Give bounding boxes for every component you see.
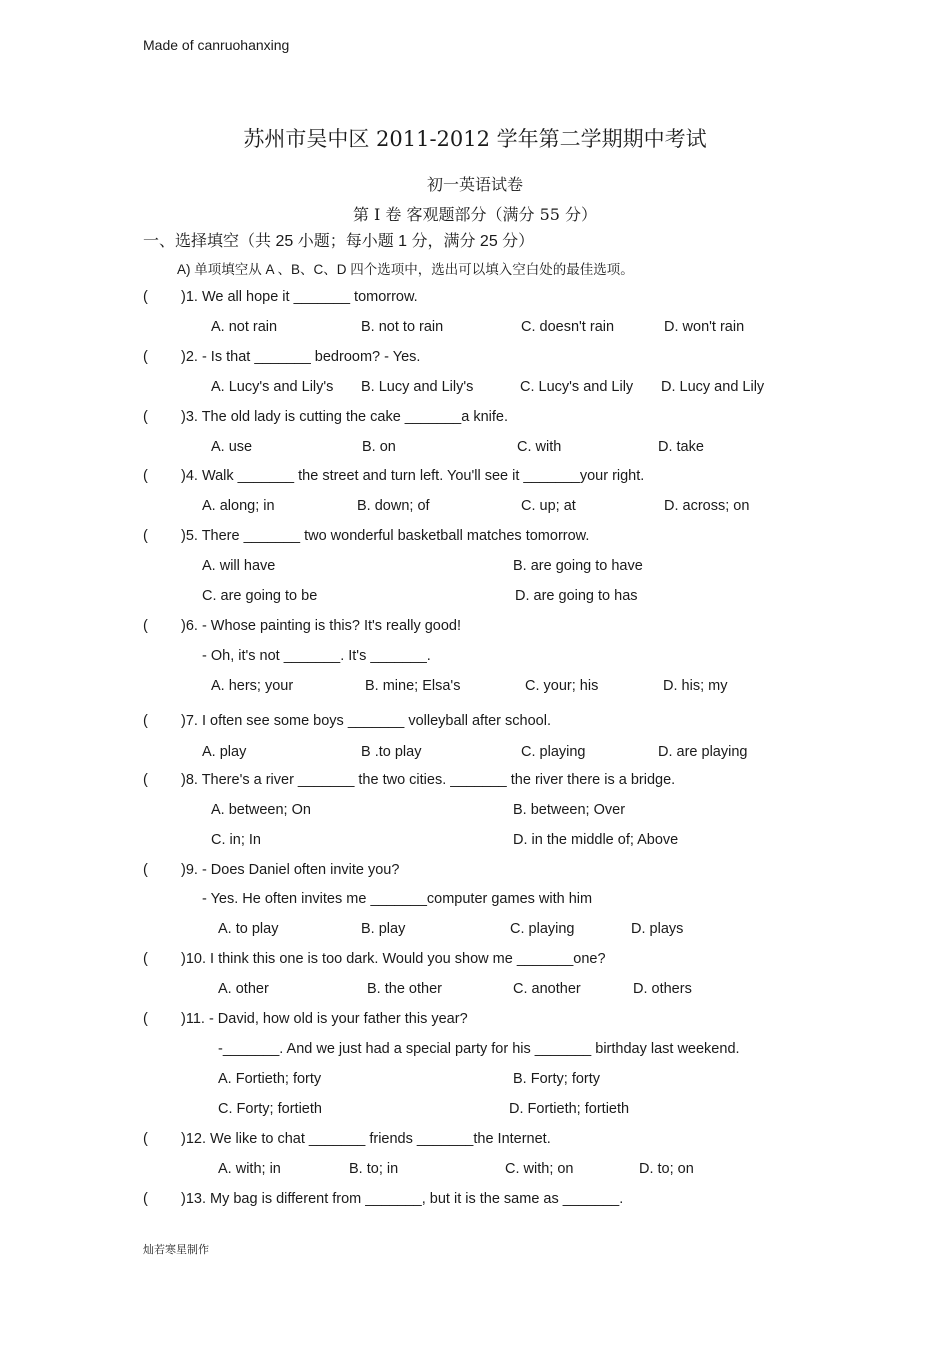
question-stem: )3. The old lady is cutting the cake _______a knife. bbox=[181, 409, 509, 425]
option-b: B. to; in bbox=[349, 1161, 399, 1177]
option-d: D. across; on bbox=[664, 498, 750, 514]
option-b: B .to play bbox=[361, 744, 422, 760]
option-b: B. are going to have bbox=[513, 558, 643, 574]
answer-paren: ( bbox=[143, 862, 148, 878]
option-b: B. the other bbox=[367, 981, 442, 997]
option-b: B. not to rain bbox=[361, 319, 444, 335]
exam-subtitle: 初一英语试卷 bbox=[426, 175, 523, 194]
answer-paren: ( bbox=[143, 772, 148, 788]
header-made-of: Made of canruohanxing bbox=[143, 37, 290, 53]
option-c: C. in; In bbox=[211, 832, 261, 848]
option-c: C. with bbox=[517, 439, 562, 455]
option-b: B. between; Over bbox=[513, 802, 626, 818]
instruction: A) 单项填空从 A 、B、C、D 四个选项中，选出可以填入空白处的最佳选项。 bbox=[177, 262, 634, 277]
answer-paren: ( bbox=[143, 951, 148, 967]
option-a: A. other bbox=[218, 981, 269, 997]
footer-credit: 灿若寒星制作 bbox=[143, 1243, 209, 1256]
question-stem: )9. - Does Daniel often invite you? bbox=[181, 862, 400, 878]
question-stem: )12. We like to chat _______ friends _______the Internet. bbox=[181, 1131, 551, 1147]
option-a: A. play bbox=[202, 744, 247, 760]
answer-paren: ( bbox=[143, 618, 148, 634]
option-b: B. mine; Elsa's bbox=[365, 678, 461, 694]
option-d: D. to; on bbox=[639, 1161, 694, 1177]
option-d: D. are playing bbox=[658, 744, 748, 760]
question-stem: )13. My bag is different from _______, but it is the same as _______. bbox=[181, 1191, 624, 1207]
question-stem: )5. There _______ two wonderful basketball matches tomorrow. bbox=[181, 528, 590, 544]
option-c: C. another bbox=[513, 981, 581, 997]
option-b: B. play bbox=[361, 921, 406, 937]
option-d: D. are going to has bbox=[515, 588, 638, 604]
question-stem: )7. I often see some boys _______ volleyball after school. bbox=[181, 713, 551, 729]
option-b: B. Lucy and Lily's bbox=[361, 379, 474, 395]
answer-paren: ( bbox=[143, 1011, 148, 1027]
option-c: C. Lucy's and Lily bbox=[520, 379, 634, 395]
option-d: D. plays bbox=[631, 921, 684, 937]
option-d: D. won't rain bbox=[664, 319, 745, 335]
question-stem: )11. - David, how old is your father this year? bbox=[181, 1011, 468, 1027]
option-b: B. on bbox=[362, 439, 396, 455]
option-a: A. will have bbox=[202, 558, 276, 574]
question-stem-continued: - Yes. He often invites me _______computer games with him bbox=[202, 891, 593, 907]
answer-paren: ( bbox=[143, 528, 148, 544]
option-c: C. playing bbox=[521, 744, 586, 760]
answer-paren: ( bbox=[143, 409, 148, 425]
option-a: A. Lucy's and Lily's bbox=[211, 379, 334, 395]
exam-title: 苏州市吴中区 2011-2012 学年第二学期期中考试 bbox=[243, 127, 707, 151]
question-stem-continued: -_______. And we just had a special party for his _______ birthday last weekend. bbox=[218, 1041, 740, 1057]
option-a: A. hers; your bbox=[211, 678, 294, 694]
part-title: 第 I 卷 客观题部分（满分 55 分） bbox=[352, 205, 598, 224]
answer-paren: ( bbox=[143, 349, 148, 365]
option-c: C. your; his bbox=[525, 678, 599, 694]
option-c: C. playing bbox=[510, 921, 575, 937]
option-a: A. Fortieth; forty bbox=[218, 1071, 322, 1087]
option-c: C. are going to be bbox=[202, 588, 318, 604]
question-stem: )4. Walk _______ the street and turn left. You'll see it _______your right. bbox=[181, 468, 645, 484]
question-stem: )1. We all hope it _______ tomorrow. bbox=[181, 289, 418, 305]
option-a: A. along; in bbox=[202, 498, 275, 514]
option-a: A. between; On bbox=[211, 802, 311, 818]
option-d: D. his; my bbox=[663, 678, 728, 694]
option-a: A. not rain bbox=[211, 319, 278, 335]
option-c: C. Forty; fortieth bbox=[218, 1101, 322, 1117]
option-d: D. others bbox=[633, 981, 692, 997]
option-d: D. Lucy and Lily bbox=[661, 379, 765, 395]
answer-paren: ( bbox=[143, 289, 148, 305]
option-a: A. use bbox=[211, 439, 253, 455]
option-a: A. with; in bbox=[218, 1161, 281, 1177]
option-d: D. in the middle of; Above bbox=[513, 832, 679, 848]
answer-paren: ( bbox=[143, 1191, 148, 1207]
question-stem: )6. - Whose painting is this? It's really good! bbox=[181, 618, 462, 634]
option-d: D. take bbox=[658, 439, 704, 455]
option-c: C. doesn't rain bbox=[521, 319, 615, 335]
question-stem: )8. There's a river _______ the two cities. _______ the river there is a bridge. bbox=[181, 772, 676, 788]
option-d: D. Fortieth; fortieth bbox=[509, 1101, 630, 1117]
option-a: A. to play bbox=[218, 921, 279, 937]
answer-paren: ( bbox=[143, 713, 148, 729]
option-b: B. down; of bbox=[357, 498, 430, 514]
option-b: B. Forty; forty bbox=[513, 1071, 601, 1087]
option-c: C. with; on bbox=[505, 1161, 574, 1177]
answer-paren: ( bbox=[143, 1131, 148, 1147]
answer-paren: ( bbox=[143, 468, 148, 484]
question-stem-continued: - Oh, it's not _______. It's _______. bbox=[202, 648, 431, 664]
option-c: C. up; at bbox=[521, 498, 576, 514]
question-stem: )2. - Is that _______ bedroom? - Yes. bbox=[181, 349, 421, 365]
section-title: 一、选择填空（共 25 小题；每小题 1 分，满分 25 分） bbox=[143, 233, 535, 250]
question-stem: )10. I think this one is too dark. Would you show me _______one? bbox=[181, 951, 606, 967]
